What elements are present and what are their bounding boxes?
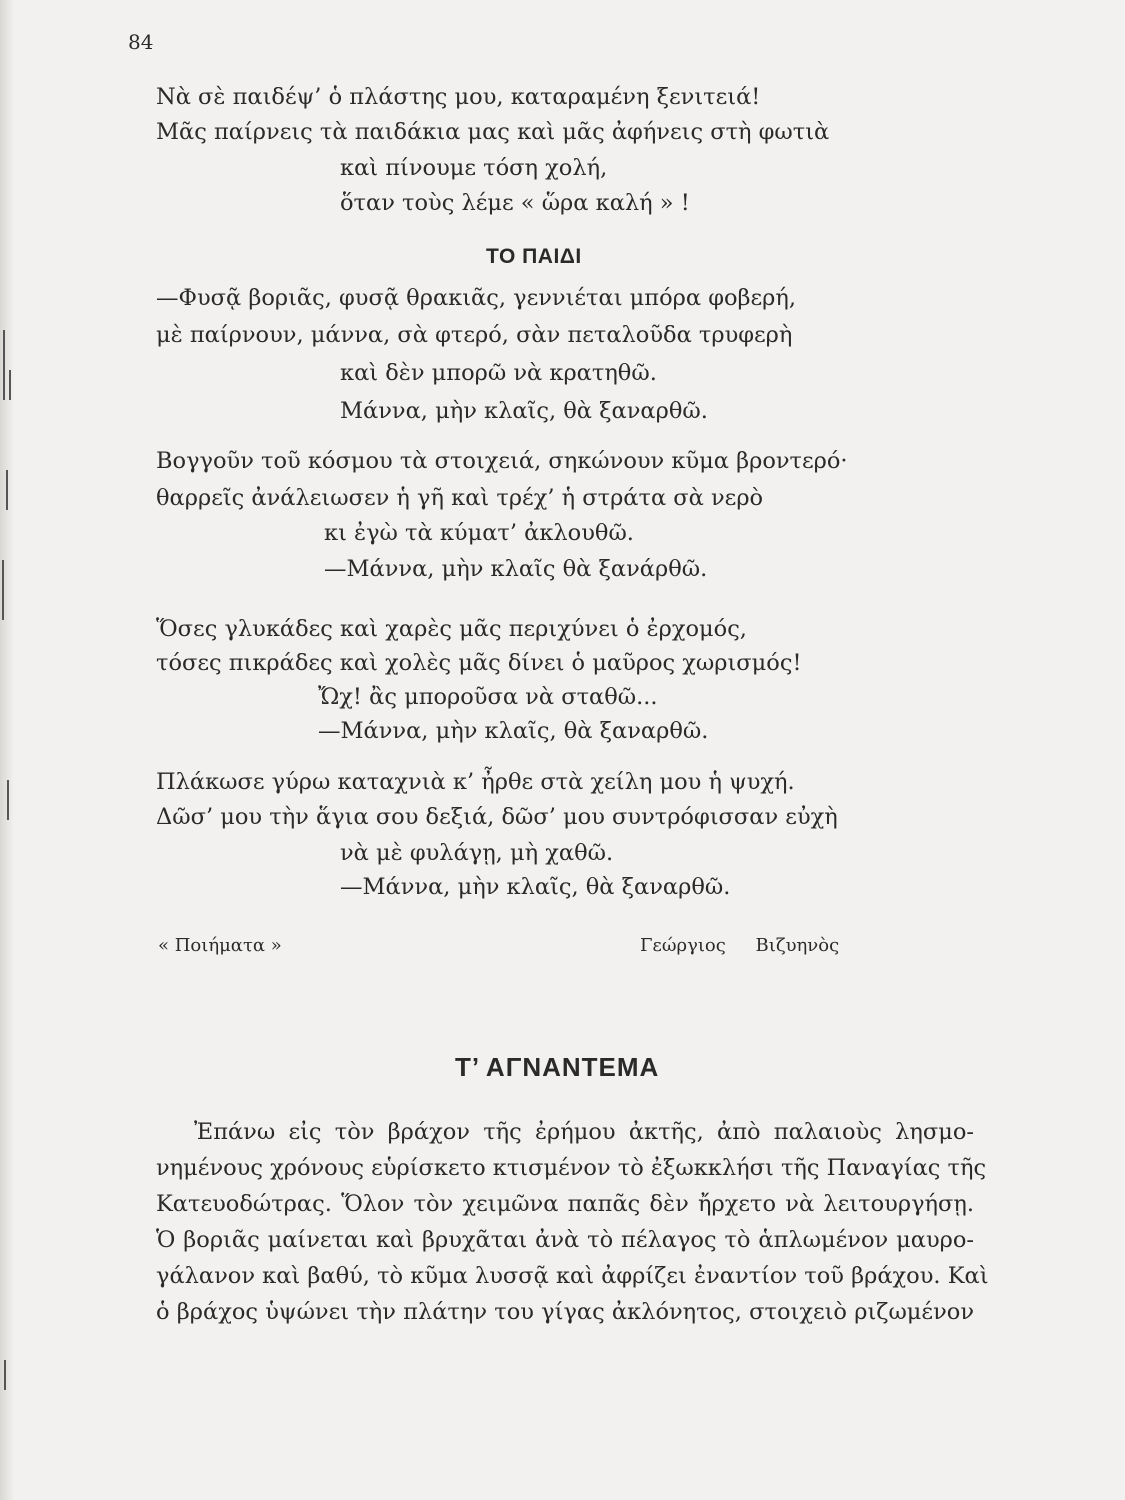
verse-line: μὲ παίρνουν, μάννα, σὰ φτερό, σὰν πεταλοῦδα τρυφερὴ [156, 322, 793, 348]
poem-title: ΤΟ ΠΑΙΔΙ [486, 245, 582, 268]
prose-body [156, 1114, 989, 1330]
prose-line: Ἐπάνω εἰς τὸν βράχον τῆς ἐρήμου ἀκτῆς, ἀπὸ παλαιοὺς λησμο- [194, 1119, 974, 1145]
verse-line: τόσες πικράδες καὶ χολὲς μᾶς δίνει ὁ μαῦρος χωρισμός! [156, 650, 802, 676]
verse-line: Βογγοῦν τοῦ κόσμου τὰ στοιχειά, σηκώνουν κῦμα βροντερό· [156, 448, 848, 474]
edge-mark [4, 1360, 6, 1390]
verse-line: —Μάννα, μὴν κλαῖς, θὰ ξαναρθῶ. [318, 718, 709, 744]
verse-line: καὶ πίνουμε τόση χολή, [340, 155, 608, 181]
page-number: 84 [128, 30, 154, 54]
verse-line: Ὅσες γλυκάδες καὶ χαρὲς μᾶς περιχύνει ὁ ἐρχομός, [156, 616, 747, 642]
edge-mark [3, 330, 5, 400]
edge-mark [9, 370, 11, 400]
prose-line: νημένους χρόνους εὑρίσκετο κτισμένον τὸ ἐξωκκλήσι τῆς Παναγίας τῆς [156, 1155, 987, 1181]
prose-line: ὁ βράχος ὑψώνει τὴν πλάτην του γίγας ἀκλόνητος, στοιχειὸ ριζωμένον [156, 1299, 974, 1325]
prose-title: Τ’ ΑΓΝΑΝΤΕΜΑ [455, 1052, 660, 1082]
verse-line: Ὤχ! ἂς μποροῦσα νὰ σταθῶ... [318, 684, 658, 710]
verse-line: Νὰ σὲ παιδέψ’ ὁ πλάστης μου, καταραμένη ξενιτειά! [156, 84, 761, 110]
verse-line: Μᾶς παίρνεις τὰ παιδάκια μας καὶ μᾶς ἀφήνεις στὴ φωτιὰ [156, 119, 830, 145]
verse-line: κι ἐγὼ τὰ κύματ’ ἀκλουθῶ. [324, 520, 634, 546]
prose-line: Κατευοδώτρας. Ὅλον τὸν χειμῶνα παπᾶς δὲν ἤρχετο νὰ λειτουργήσῃ. [156, 1191, 974, 1217]
page-edge-shadow [0, 0, 14, 1500]
verse-line: —Μάννα, μὴν κλαῖς, θὰ ξαναρθῶ. [340, 874, 731, 900]
verse-line: Δῶσ’ μου τὴν ἅγια σου δεξιά, δῶσ’ μου συντρόφισσαν εὐχὴ [156, 804, 838, 830]
verse-line: θαρρεῖς ἀνάλειωσεν ἡ γῆ καὶ τρέχ’ ἡ στράτα σὰ νερὸ [156, 485, 764, 511]
edge-mark [2, 560, 4, 620]
verse-line: —Μάννα, μὴν κλαῖς θὰ ξανάρθῶ. [324, 556, 708, 582]
verse-line: ὅταν τοὺς λέμε « ὥρα καλή » ! [340, 190, 690, 216]
poem-author: Γεώργιος Βιζυηνὸς [640, 935, 840, 956]
verse-line: Μάννα, μὴν κλαῖς, θὰ ξαναρθῶ. [340, 398, 708, 424]
verse-line: Πλάκωσε γύρω καταχνιὰ κ’ ἦρθε στὰ χείλη μου ἡ ψυχή. [156, 769, 795, 795]
edge-mark [6, 470, 8, 510]
prose-line: γάλανον καὶ βαθύ, τὸ κῦμα λυσσᾷ καὶ ἀφρίζει ἐναντίον τοῦ βράχου. Καὶ [156, 1263, 989, 1289]
verse-line: νὰ μὲ φυλάγῃ, μὴ χαθῶ. [340, 840, 614, 866]
poem-source: « Ποιήματα » [158, 935, 282, 956]
edge-mark [7, 780, 9, 820]
prose-line: Ὁ βοριᾶς μαίνεται καὶ βρυχᾶται ἀνὰ τὸ πέλαγος τὸ ἁπλωμένον μαυρο- [156, 1227, 974, 1253]
verse-line: καὶ δὲν μπορῶ νὰ κρατηθῶ. [340, 360, 657, 386]
verse-line: —Φυσᾷ βοριᾶς, φυσᾷ θρακιᾶς, γεννιέται μπόρα φοβερή, [156, 285, 797, 311]
